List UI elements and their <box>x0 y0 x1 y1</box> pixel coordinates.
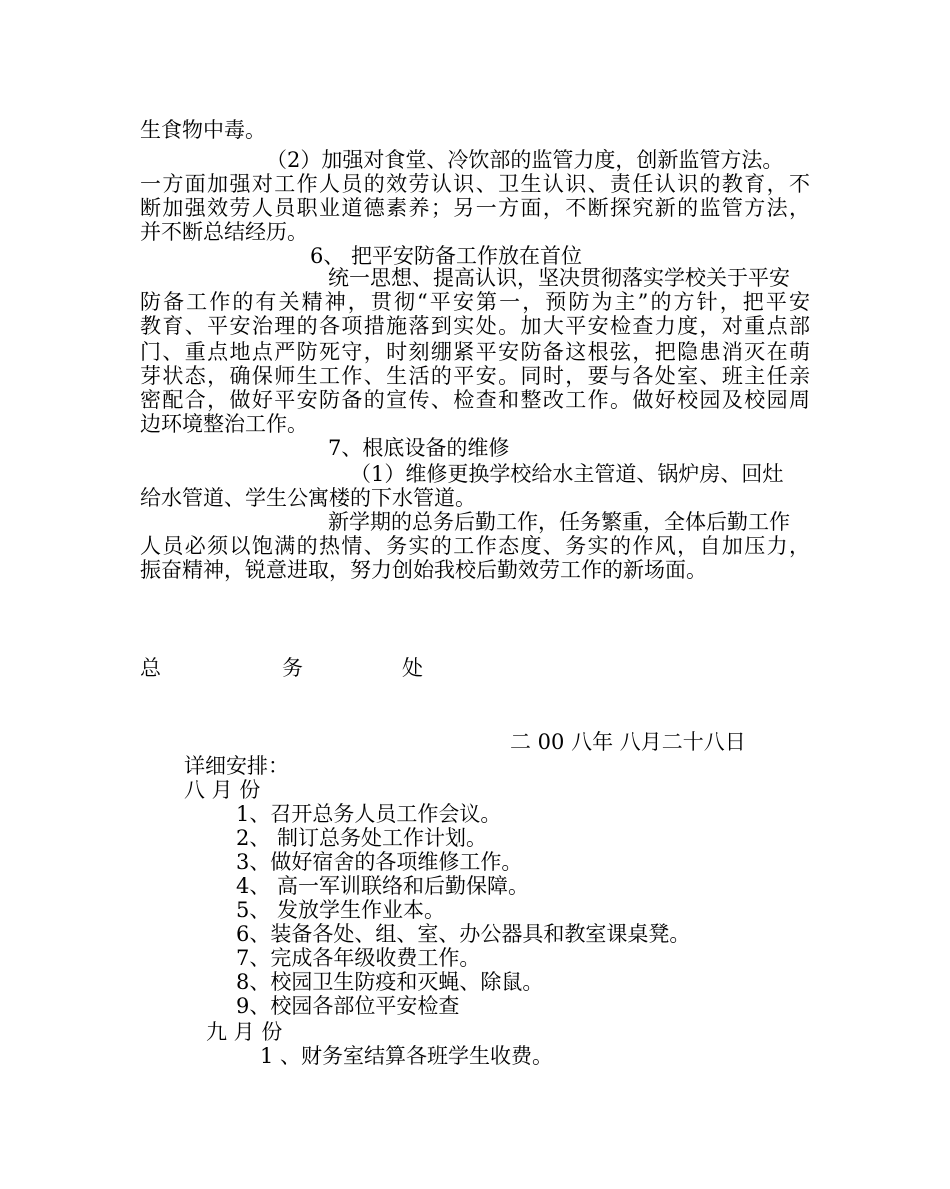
body-line: 统一思想、提高认识，坚决贯彻落实学校关于平安 <box>328 266 790 290</box>
schedule-item: 1、召开总务人员工作会议。 <box>236 802 502 826</box>
body-line: 人员必须以饱满的热情、务实的工作态度、务实的作风，自加压力， <box>140 534 810 558</box>
body-line: 并不断总结经历。 <box>140 220 308 244</box>
body-line: 密配合，做好平安防备的宣传、检查和整改工作。做好校园及校园周 <box>140 388 810 412</box>
body-line: 教育、平安治理的各项措施落到实处。加大平安检查力度，对重点部 <box>140 314 810 338</box>
body-line: （1）维修更换学校给水主管道、锅炉房、回灶 <box>350 462 784 486</box>
schedule-item: 7、完成各年级收费工作。 <box>236 946 481 970</box>
body-line: 生食物中毒。 <box>140 118 266 142</box>
body-line: 芽状态，确保师生工作、生活的平安。同时，要与各处室、班主任亲 <box>140 364 810 388</box>
signature-date: 二 00 八年 八月二十八日 <box>510 730 746 754</box>
body-line: 断加强效劳人员职业道德素养；另一方面，不断探究新的监管方法， <box>140 196 810 220</box>
schedule-item: 9、校园各部位平安检查 <box>236 994 460 1018</box>
office-char: 处 <box>402 656 423 680</box>
schedule-item: 2、 制订总务处工作计划。 <box>236 826 488 850</box>
body-line: （2）加强对食堂、冷饮部的监管力度，创新监管方法。 <box>266 148 784 172</box>
body-line: 门、重点地点严防死守，时刻绷紧平安防备这根弦，把隐患消灭在萌 <box>140 340 810 364</box>
schedule-item: 4、 高一军训联络和后勤保障。 <box>236 874 530 898</box>
schedule-item: 1 、财务室结算各班学生收费。 <box>260 1044 554 1068</box>
schedule-item: 6、装备各处、组、室、办公器具和教室课桌凳。 <box>236 922 691 946</box>
office-char: 务 <box>282 656 303 680</box>
body-line: 新学期的总务后勤工作，任务繁重，全体后勤工作 <box>328 510 790 534</box>
section-heading: 7、根底设备的维修 <box>328 436 510 460</box>
body-line: 防备工作的有关精神，贯彻“平安第一，预防为主”的方针，把平安 <box>140 290 810 314</box>
body-line: 边环境整治工作。 <box>140 412 308 436</box>
section-heading: 6、 把平安防备工作放在首位 <box>310 244 583 268</box>
month-title-august: 八 月 份 <box>184 778 261 802</box>
body-line: 振奋精神，锐意进取，努力创始我校后勤效劳工作的新场面。 <box>140 558 707 582</box>
schedule-item: 3、做好宿舍的各项维修工作。 <box>236 850 523 874</box>
schedule-item: 5、 发放学生作业本。 <box>236 898 446 922</box>
schedule-heading: 详细安排： <box>184 754 289 778</box>
office-char: 总 <box>140 656 161 680</box>
body-line: 给水管道、学生公寓楼的下水管道。 <box>140 486 476 510</box>
schedule-item: 8、校园卫生防疫和灭蝇、除鼠。 <box>236 970 544 994</box>
body-line: 一方面加强对工作人员的效劳认识、卫生认识、责任认识的教育，不 <box>140 172 810 196</box>
month-title-september: 九 月 份 <box>206 1020 283 1044</box>
